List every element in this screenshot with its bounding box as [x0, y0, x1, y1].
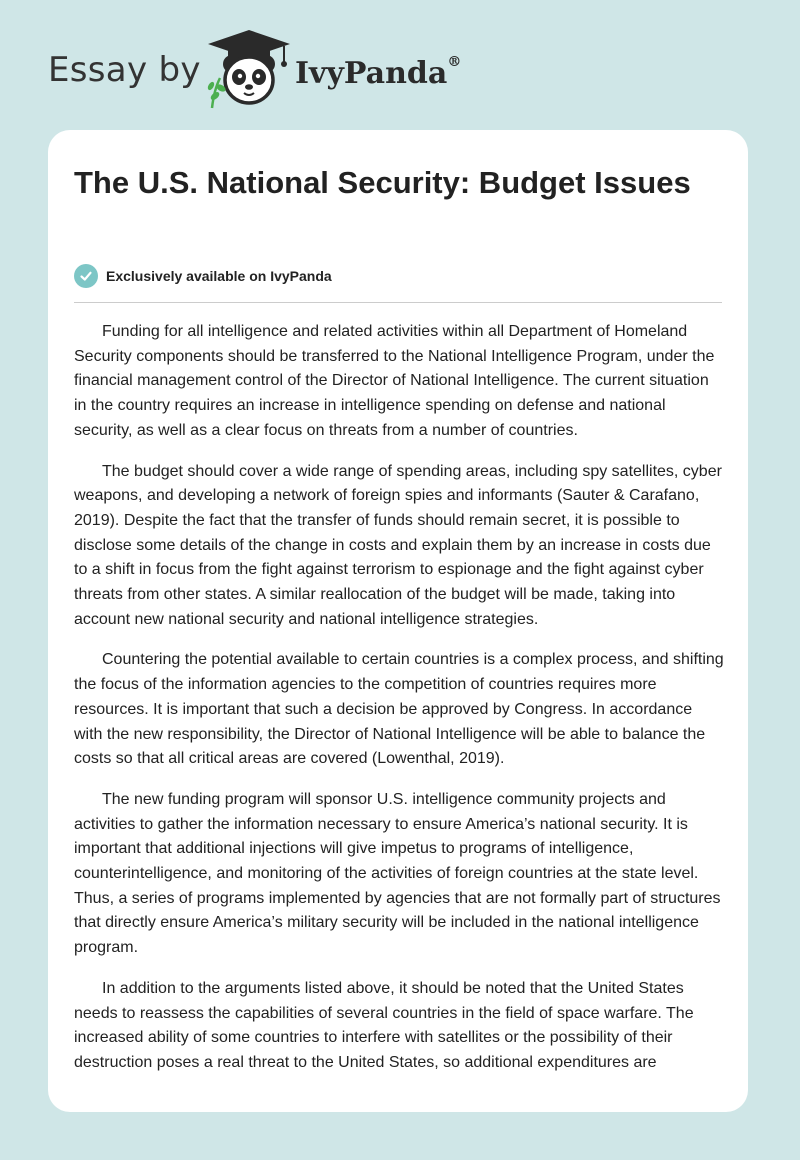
paragraph: In addition to the arguments listed above, it should be noted that the United States needs to reassess the capabilities of several countries in the field of space warfare. The increased ability of some countries to interfere with satellites or the possibility of their destruction poses a real threat to the United States, so additional expenditures are — [74, 979, 694, 1071]
brand-name[interactable] — [295, 56, 461, 91]
paragraph: Countering the potential available to certain countries is a complex process, and shifting the focus of the information agencies to the competition of countries requires more resources. It is important that such a decision be approved by Congress. In accordance with the new responsibility, the Director of National Intelligence will be able to balance the costs so that all critical areas are covered (Lowenthal, 2019). — [74, 651, 724, 768]
essay-by-label: Essay by — [48, 50, 201, 90]
exclusive-badge-label: Exclusively available on IvyPanda — [106, 268, 332, 284]
brand-text: IvyPanda — [295, 56, 448, 91]
paragraph: The budget should cover a wide range of spending areas, including spy satellites, cyber weapons, and developing a network of foreign spies and informants (Sauter & Carafano, 2019). Despite the fact that the transfer of funds should remain secret, it is possible to disclose some details of the change in costs and explain them by an increase in costs due to a shift in focus from the fight against terrorism to espionage and the fight against cyber threats from other states. A similar reallocation of the budget will be made, taking into account new national security and national intelligence strategies. — [74, 462, 722, 628]
panda-graduate-icon[interactable] — [204, 28, 294, 110]
divider — [74, 302, 722, 303]
essay-body — [74, 320, 724, 1092]
check-circle-icon — [74, 264, 98, 288]
essay-title: The U.S. National Security: Budget Issues — [74, 165, 691, 200]
essay-card — [48, 130, 748, 1112]
paragraph: The new funding program will sponsor U.S. intelligence community projects and activities to gather the information necessary to ensure America’s national security. It is important that additional injections will give impetus to programs of intelligence, counterintelligence, and monitoring of the activities of foreign countries at the state level. Thus, a series of programs implemented by agencies that are not formally part of structures that directly ensure America’s military security will be included in the national intelligence program. — [74, 790, 721, 957]
registered-mark: ® — [447, 54, 462, 70]
exclusive-badge — [74, 264, 332, 288]
paragraph: Funding for all intelligence and related activities within all Department of Homeland Security components should be transferred to the National Intelligence Program, under the financial management control of the Director of National Intelligence. The current situation in the country requires an increase in intelligence spending on defense and national security, as well as a clear focus on threats from a number of countries. — [74, 323, 715, 439]
site-header — [48, 28, 548, 118]
